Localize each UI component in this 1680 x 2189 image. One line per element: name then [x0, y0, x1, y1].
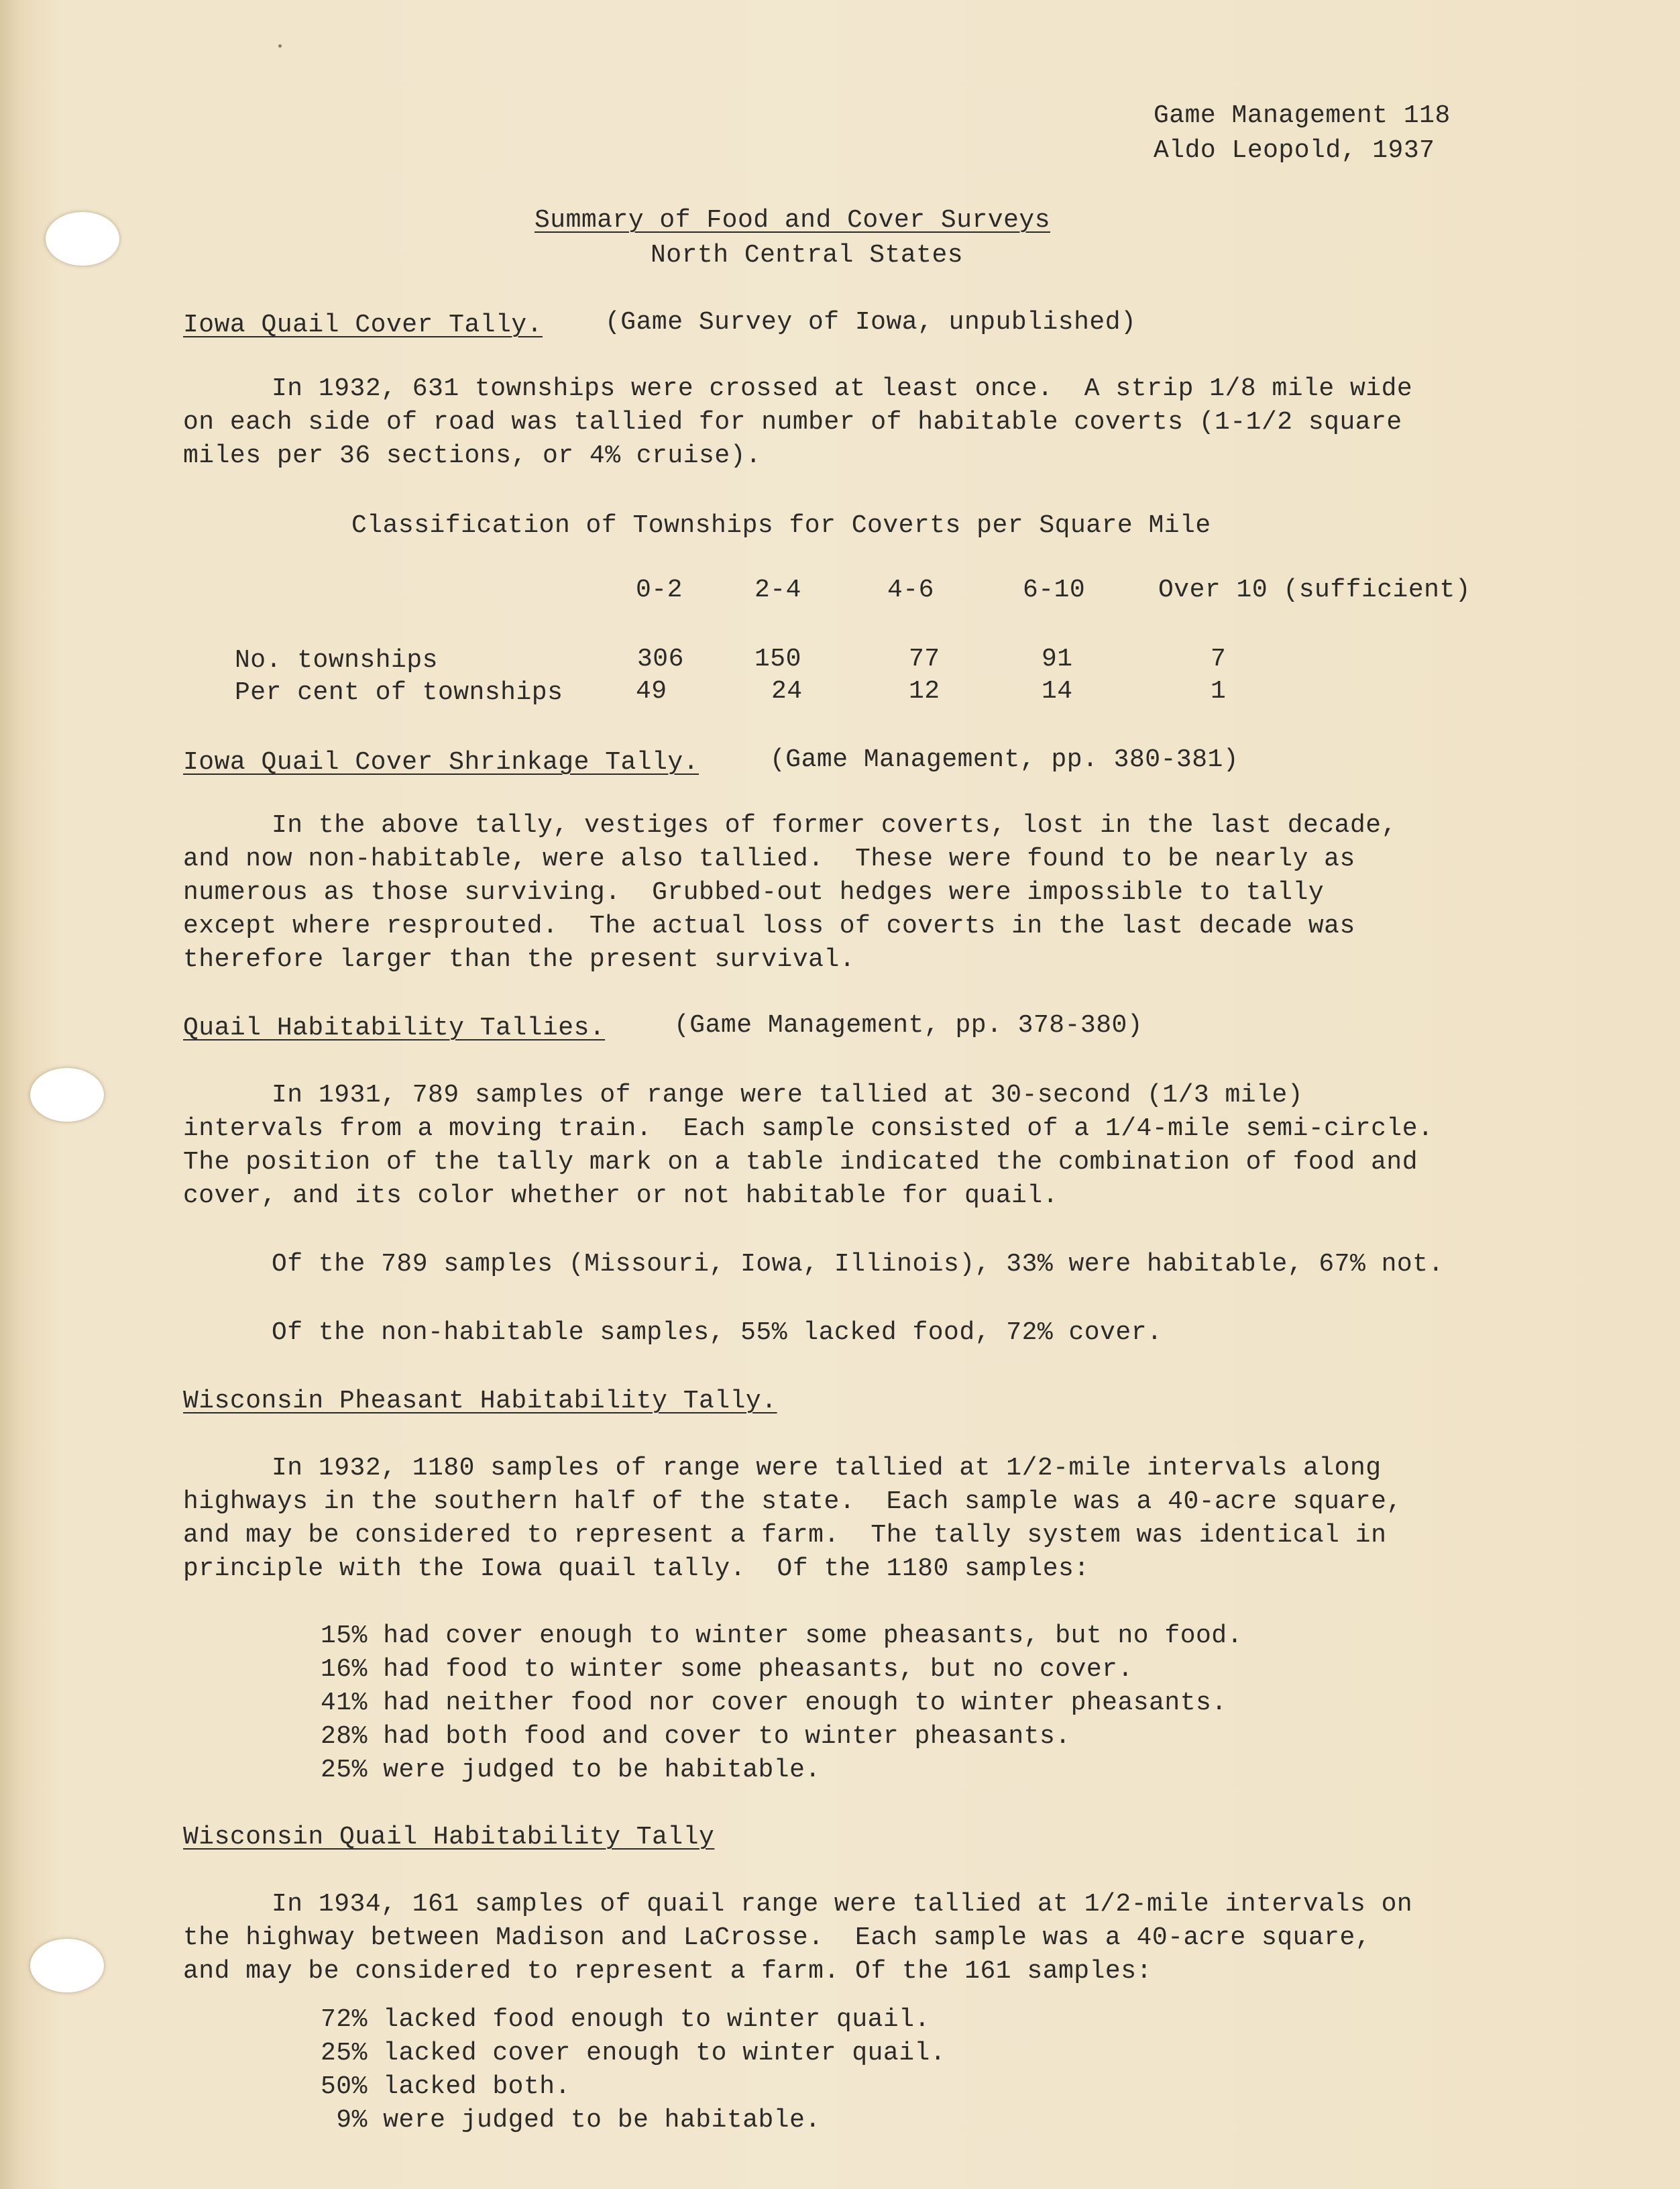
- sec1-para-line: In 1932, 631 townships were crossed at least once. A strip 1/8 mile wide: [272, 374, 1413, 403]
- punch-hole-top: [46, 212, 119, 266]
- table-cell: 49: [636, 677, 667, 706]
- punch-hole-bottom: [30, 1939, 104, 1992]
- sec5-para-line: the highway between Madison and LaCrosse. Each sample was a 40-acre square,: [183, 1923, 1371, 1952]
- sec5-para-line: In 1934, 161 samples of quail range were tallied at 1/2-mile intervals on: [272, 1890, 1413, 1919]
- table-header-cell: 4-6: [887, 576, 934, 604]
- sec3-para-line: intervals from a moving train. Each sample consisted of a 1/4-mile semi-circle.: [183, 1114, 1434, 1143]
- page-subtitle: North Central States: [651, 241, 964, 270]
- sec4-heading: Wisconsin Pheasant Habitability Tally.: [183, 1387, 777, 1416]
- sec3-para-line: The position of the tally mark on a table indicated the combination of food and: [183, 1148, 1418, 1177]
- sec3-summary-line: Of the 789 samples (Missouri, Iowa, Illinois), 33% were habitable, 67% not.: [272, 1250, 1444, 1279]
- table-cell: 14: [1042, 677, 1073, 706]
- sec2-para-line: numerous as those surviving. Grubbed-out hedges were impossible to tally: [183, 878, 1325, 907]
- sec4-para-line: principle with the Iowa quail tally. Of the 1180 samples:: [183, 1554, 1090, 1583]
- sec1-source: (Game Survey of Iowa, unpublished): [605, 308, 1137, 337]
- table-row-label: Per cent of townships: [235, 678, 563, 707]
- punch-hole-middle: [30, 1068, 104, 1122]
- sec3-summary-line: Of the non-habitable samples, 55% lacked food, 72% cover.: [272, 1318, 1163, 1347]
- sec3-para-line: In 1931, 789 samples of range were tallied at 30-second (1/3 mile): [272, 1081, 1304, 1110]
- sec4-list-item: 25% were judged to be habitable.: [321, 1756, 821, 1784]
- header-author-line: Aldo Leopold, 1937: [1154, 136, 1435, 165]
- table-cell: 1: [1211, 677, 1227, 706]
- sec3-source: (Game Management, pp. 378-380): [674, 1011, 1143, 1040]
- table-cell: 7: [1211, 645, 1227, 674]
- sec4-para-line: and may be considered to represent a farm. The tally system was identical in: [183, 1521, 1387, 1550]
- sec3-para-line: cover, and its color whether or not habitable for quail.: [183, 1181, 1059, 1210]
- header-course-line: Game Management 118: [1154, 101, 1451, 130]
- sec5-para-line: and may be considered to represent a farm. Of the 161 samples:: [183, 1957, 1152, 1986]
- table-cell: 24: [771, 677, 803, 706]
- table-header-cell: 6-10: [1023, 576, 1086, 604]
- sec1-heading: Iowa Quail Cover Tally.: [183, 311, 543, 339]
- sec4-list-item: 28% had both food and cover to winter pheasants.: [321, 1722, 1071, 1751]
- table-cell: 91: [1042, 645, 1073, 674]
- sec5-list-item: 9% were judged to be habitable.: [321, 2106, 821, 2135]
- table-header-cell: Over 10 (sufficient): [1158, 576, 1471, 604]
- sec4-para-line: highways in the southern half of the state. Each sample was a 40-acre square,: [183, 1487, 1402, 1516]
- table-cell: 12: [909, 677, 940, 706]
- table-cell: 150: [754, 645, 801, 674]
- speck: [278, 44, 282, 48]
- table-cell: 306: [637, 645, 684, 674]
- sec2-heading: Iowa Quail Cover Shrinkage Tally.: [183, 748, 699, 777]
- sec3-heading: Quail Habitability Tallies.: [183, 1014, 606, 1043]
- sec5-heading: Wisconsin Quail Habitability Tally: [183, 1823, 715, 1852]
- sec4-list-item: 15% had cover enough to winter some pheasants, but no food.: [321, 1621, 1243, 1650]
- sec5-list-item: 72% lacked food enough to winter quail.: [321, 2005, 930, 2034]
- table-cell: 77: [909, 645, 940, 674]
- sec2-para-line: therefore larger than the present survival.: [183, 945, 856, 974]
- sec2-source: (Game Management, pp. 380-381): [770, 745, 1239, 774]
- sec2-para-line: except where resprouted. The actual loss of coverts in the last decade was: [183, 912, 1355, 941]
- sec4-list-item: 41% had neither food nor cover enough to winter pheasants.: [321, 1689, 1227, 1717]
- table-header-cell: 0-2: [636, 576, 683, 604]
- table-row-label: No. townships: [235, 646, 438, 675]
- sec4-para-line: In 1932, 1180 samples of range were tallied at 1/2-mile intervals along: [272, 1454, 1382, 1483]
- sec2-para-line: In the above tally, vestiges of former coverts, lost in the last decade,: [272, 811, 1397, 840]
- sec2-para-line: and now non-habitable, were also tallied. These were found to be nearly as: [183, 845, 1355, 873]
- sec1-para-line: on each side of road was tallied for number of habitable coverts (1-1/2 square: [183, 408, 1402, 437]
- sec1-para-line: miles per 36 sections, or 4% cruise).: [183, 441, 762, 470]
- sec5-list-item: 25% lacked cover enough to winter quail.: [321, 2039, 946, 2068]
- table-header-cell: 2-4: [754, 576, 801, 604]
- sec4-list-item: 16% had food to winter some pheasants, but no cover.: [321, 1655, 1133, 1684]
- table-caption: Classification of Townships for Coverts per Square Mile: [351, 511, 1211, 540]
- page-title: Summary of Food and Cover Surveys: [535, 206, 1051, 235]
- sec5-list-item: 50% lacked both.: [321, 2072, 571, 2101]
